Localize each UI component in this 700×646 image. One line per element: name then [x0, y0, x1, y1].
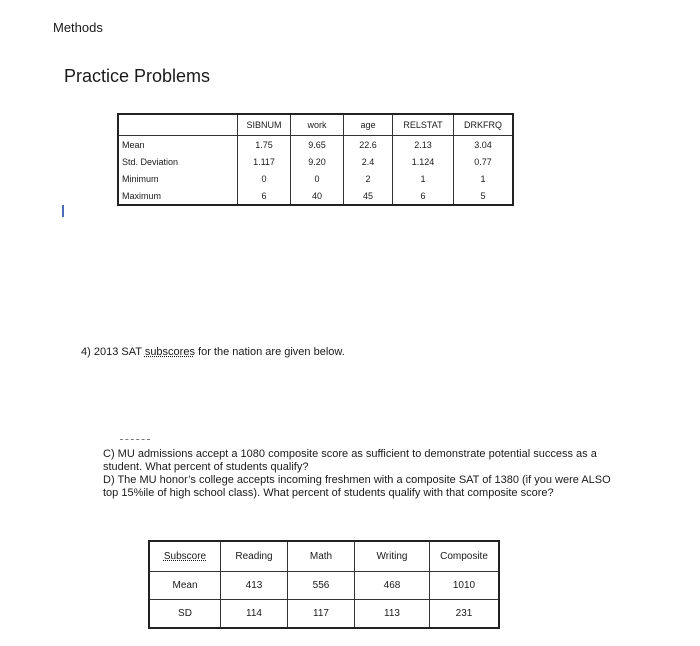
sat-row-label: Mean: [149, 572, 221, 600]
stats-corner-cell: [118, 114, 238, 136]
question-number: 4): [81, 346, 91, 358]
stats-row-label: Std. Deviation: [122, 156, 179, 167]
stats-cell: 5: [454, 187, 514, 205]
sat-cell: 413: [221, 572, 288, 600]
question-text-after: for the nation are given below.: [198, 346, 345, 358]
stats-cell: 3.04: [454, 136, 514, 154]
question-part-d: D) The MU honor’s college accepts incoming freshmen with a composite SAT of 1380 (if you were ALSO top 15%ile of high school class). What percent of students qualify with that composite score?: [103, 474, 611, 499]
stats-cell: 0: [291, 170, 344, 187]
stats-cell: 6: [238, 187, 291, 205]
sat-header-row: [149, 541, 499, 572]
stats-cell: 0: [238, 170, 291, 187]
stats-header-row: [118, 114, 513, 136]
stats-row-std-deviation: [118, 153, 513, 170]
stats-cell: 0.77: [454, 153, 514, 170]
question-underlined-word: subscores: [144, 346, 195, 358]
stats-row-label: Minimum: [122, 173, 159, 184]
stats-row-minimum: [118, 170, 513, 187]
section-title: Practice Problems: [64, 66, 211, 86]
sat-cell: 1010: [430, 572, 500, 600]
sat-cell: 117: [288, 600, 355, 629]
faint-dash-mark: [120, 439, 150, 440]
header-label: Methods: [53, 20, 103, 35]
sat-row-mean: [149, 572, 499, 600]
stats-cell: 1.75: [238, 136, 291, 154]
sat-cell: 231: [430, 600, 500, 629]
text-cursor: [62, 205, 64, 217]
sat-col-header: Composite: [430, 541, 500, 572]
stats-cell: 2.13: [393, 136, 454, 154]
stats-row-mean: [118, 136, 513, 154]
sat-cell: 113: [355, 600, 430, 629]
stats-row-maximum: [118, 187, 513, 205]
sat-col-header: Reading: [221, 541, 288, 572]
stats-cell: 2.4: [344, 153, 393, 170]
descriptive-stats-table: [117, 113, 514, 206]
stats-col-header: DRKFRQ: [454, 114, 514, 136]
sat-row-sd: [149, 600, 499, 629]
stats-row-label: Mean: [122, 139, 145, 150]
stats-cell: 9.20: [291, 153, 344, 170]
stats-cell: 1: [393, 170, 454, 187]
stats-cell: 40: [291, 187, 344, 205]
stats-cell: 45: [344, 187, 393, 205]
sat-col-header: Subscore: [149, 541, 221, 572]
stats-cell: 9.65: [291, 136, 344, 154]
sat-cell: 468: [355, 572, 430, 600]
question-4: [81, 346, 345, 358]
sat-cell: 114: [221, 600, 288, 629]
stats-col-header: RELSTAT: [393, 114, 454, 136]
stats-cell: 1.117: [238, 153, 291, 170]
sat-row-label: SD: [149, 600, 221, 629]
stats-cell: 1.124: [393, 153, 454, 170]
stats-cell: 1: [454, 170, 514, 187]
sat-subscores-table: [148, 540, 500, 629]
sat-cell: 556: [288, 572, 355, 600]
stats-row-label: Maximum: [122, 190, 162, 201]
stats-cell: 6: [393, 187, 454, 205]
sat-col-header: Math: [288, 541, 355, 572]
stats-col-header: work: [291, 114, 344, 136]
stats-cell: 22.6: [344, 136, 393, 154]
sat-col-header: Writing: [355, 541, 430, 572]
question-part-c: C) MU admissions accept a 1080 composite score as sufficient to demonstrate potential success as a student. What percent of students qualify?: [103, 448, 597, 473]
question-text-before: 2013 SAT: [93, 346, 142, 358]
stats-col-header: SIBNUM: [238, 114, 291, 136]
stats-cell: 2: [344, 170, 393, 187]
stats-col-header: age: [344, 114, 393, 136]
